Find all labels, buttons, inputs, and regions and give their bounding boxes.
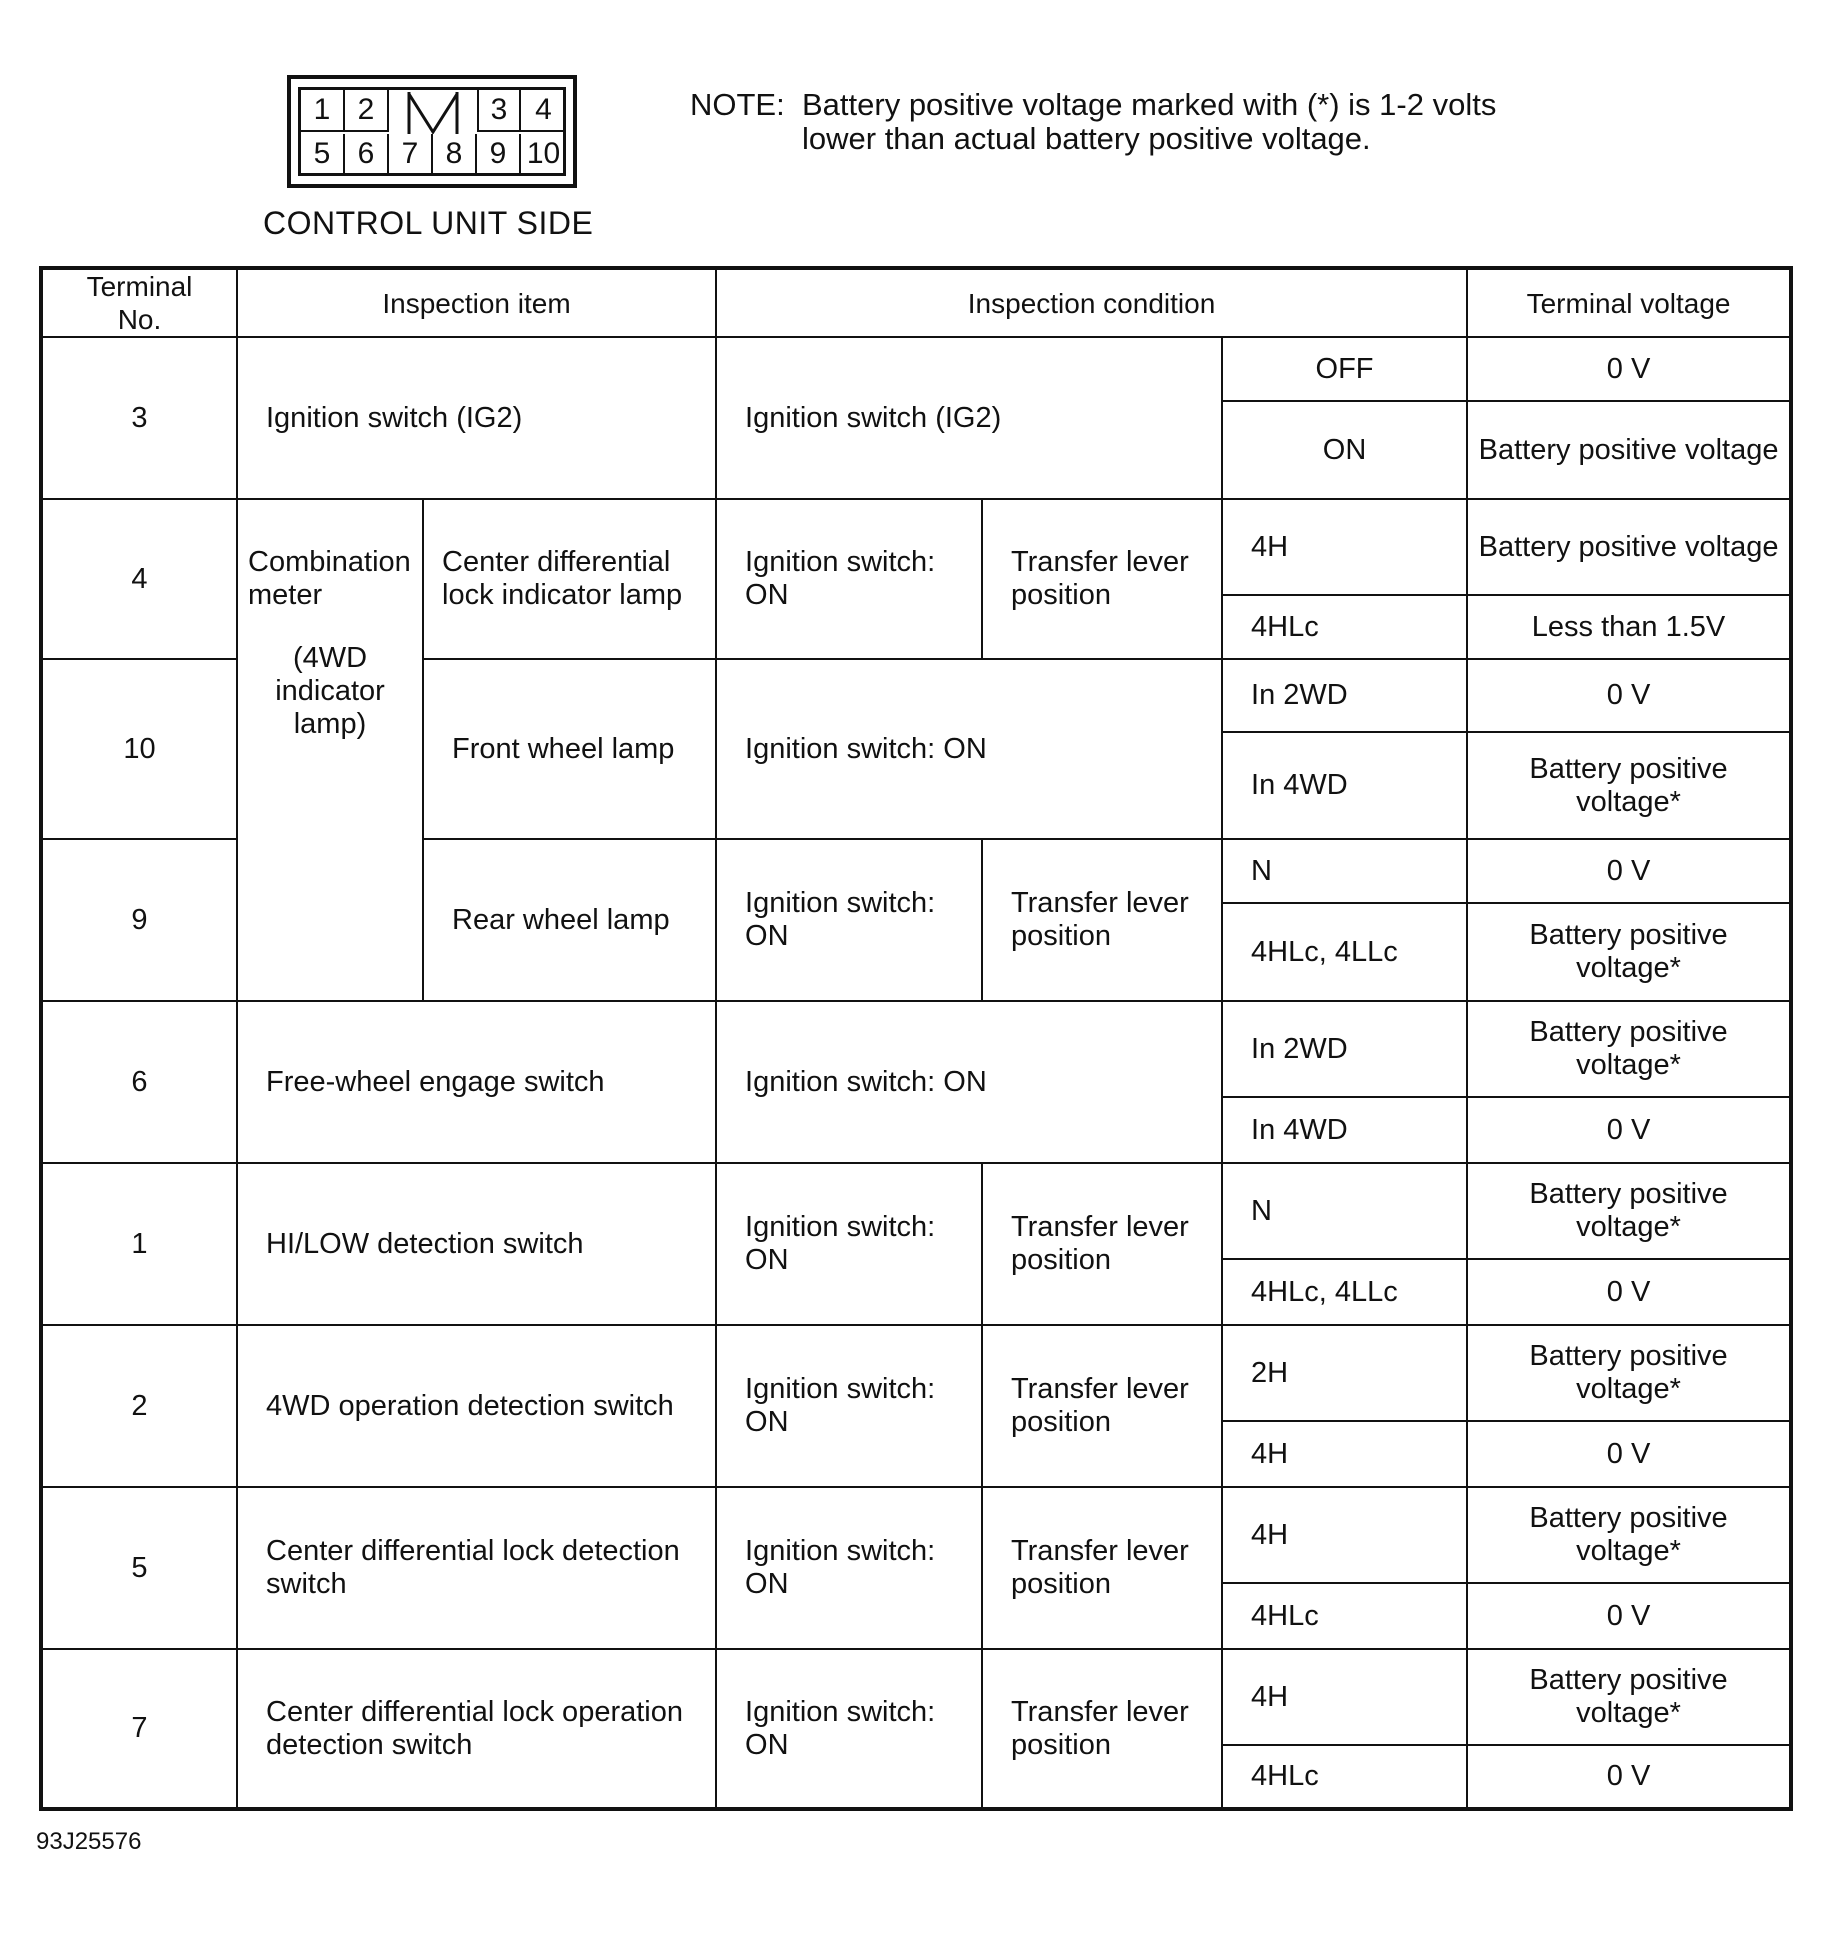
inspection-condition: Ignition switch: ON	[716, 659, 1222, 839]
inspection-condition: Transfer lever position	[982, 1487, 1222, 1649]
inspection-condition: Transfer lever position	[982, 1649, 1222, 1809]
terminal-voltage: 0 V	[1467, 659, 1791, 732]
connector-diagram	[287, 75, 577, 188]
connector-pin: 7	[389, 134, 433, 176]
terminal-voltage: Battery positive voltage*	[1467, 1001, 1791, 1097]
condition-state: 4H	[1222, 1421, 1467, 1487]
terminal-voltage: Battery positive voltage*	[1467, 1487, 1791, 1583]
inspection-condition: Transfer lever position	[982, 1163, 1222, 1325]
connector-key-icon	[389, 90, 477, 134]
terminal-voltage: Battery positive voltage*	[1467, 1649, 1791, 1745]
terminal-no: 7	[41, 1649, 237, 1809]
terminal-voltage: 0 V	[1467, 1097, 1791, 1163]
inspection-item: Center differential lock operation detection switch	[237, 1649, 716, 1809]
inspection-item: 4WD operation detection switch	[237, 1325, 716, 1487]
condition-state: 4HLc	[1222, 1745, 1467, 1809]
inspection-condition: Ignition switch: ON	[716, 1325, 982, 1487]
condition-state: In 4WD	[1222, 1097, 1467, 1163]
table-row	[41, 1163, 1791, 1259]
terminal-no: 9	[41, 839, 237, 1001]
inspection-condition: Ignition switch: ON	[716, 1163, 982, 1325]
inspection-condition: Ignition switch: ON	[716, 499, 982, 659]
inspection-item: Ignition switch (IG2)	[237, 337, 716, 499]
figure-reference-code: 93J25576	[36, 1828, 142, 1855]
condition-state: 4HLc	[1222, 1583, 1467, 1649]
terminal-no: 4	[41, 499, 237, 659]
inspection-condition: Ignition switch: ON	[716, 1649, 982, 1809]
table-row	[41, 1487, 1791, 1583]
condition-state: 2H	[1222, 1325, 1467, 1421]
connector-pin: 10	[526, 137, 561, 170]
condition-state: 4HLc, 4LLc	[1222, 1259, 1467, 1325]
condition-state: 4HLc, 4LLc	[1222, 903, 1467, 1001]
inspection-condition: Transfer lever position	[982, 1325, 1222, 1487]
inspection-condition: Ignition switch: ON	[716, 1487, 982, 1649]
terminal-voltage: 0 V	[1467, 839, 1791, 903]
header-terminal-voltage: Terminal voltage	[1467, 268, 1791, 337]
condition-state: 4H	[1222, 499, 1467, 595]
inspection-condition: Ignition switch: ON	[716, 1001, 1222, 1163]
table-row	[41, 1325, 1791, 1421]
terminal-no: 5	[41, 1487, 237, 1649]
condition-state: OFF	[1222, 337, 1467, 401]
header-inspection-condition: Inspection condition	[716, 268, 1467, 337]
terminal-voltage: 0 V	[1467, 1583, 1791, 1649]
terminal-voltage: Battery positive voltage*	[1467, 1163, 1791, 1259]
table-row	[41, 499, 1791, 595]
terminal-no: 6	[41, 1001, 237, 1163]
table-header-row	[41, 268, 1791, 337]
terminal-voltage: Battery positive voltage	[1467, 401, 1791, 499]
table-row	[41, 1001, 1791, 1097]
condition-state: In 4WD	[1222, 732, 1467, 839]
combination-meter-cell	[237, 499, 423, 1001]
table-row	[41, 337, 1791, 401]
terminal-voltage: 0 V	[1467, 1745, 1791, 1809]
note-line-1: Battery positive voltage marked with (*) is 1-2 volts	[802, 87, 1497, 122]
terminal-voltage: 0 V	[1467, 1259, 1791, 1325]
connector-label: CONTROL UNIT SIDE	[263, 205, 594, 241]
header-inspection-item: Inspection item	[237, 268, 716, 337]
terminal-voltage: 0 V	[1467, 337, 1791, 401]
note-line-2: lower than actual battery positive voltage.	[802, 121, 1371, 156]
terminal-voltage: Less than 1.5V	[1467, 595, 1791, 659]
terminal-no: 10	[41, 659, 237, 839]
terminal-voltage: Battery positive voltage*	[1467, 732, 1791, 839]
connector-pin: 6	[345, 134, 389, 176]
terminal-no: 3	[41, 337, 237, 499]
condition-state: In 2WD	[1222, 659, 1467, 732]
terminal-voltage: Battery positive voltage*	[1467, 903, 1791, 1001]
indicator-lamp-label: (4WD indicator lamp)	[275, 642, 385, 740]
terminal-no: 2	[41, 1325, 237, 1487]
condition-state: 4HLc	[1222, 595, 1467, 659]
inspection-item: Center differential lock detection switch	[237, 1487, 716, 1649]
condition-state: N	[1222, 1163, 1467, 1259]
inspection-condition: Ignition switch (IG2)	[716, 337, 1222, 499]
inspection-condition: Transfer lever position	[982, 499, 1222, 659]
note-label: NOTE:	[690, 87, 785, 122]
terminal-voltage-table	[39, 266, 1793, 1811]
terminal-voltage: Battery positive voltage	[1467, 499, 1791, 595]
inspection-item: Front wheel lamp	[423, 659, 716, 839]
connector-pin: 8	[433, 134, 477, 176]
inspection-condition: Ignition switch: ON	[716, 839, 982, 1001]
condition-state: 4H	[1222, 1649, 1467, 1745]
inspection-item: Center differential lock indicator lamp	[423, 499, 716, 659]
connector-face	[298, 87, 566, 176]
connector-pin: 1	[301, 90, 345, 132]
connector-pin: 3	[477, 90, 521, 132]
connector-pin: 2	[345, 90, 389, 132]
connector-pin: 9	[477, 134, 521, 176]
header-terminal: Terminal No.	[41, 268, 237, 337]
combination-meter-label: Combination meter	[248, 546, 411, 611]
terminal-voltage: 0 V	[1467, 1421, 1791, 1487]
inspection-item: HI/LOW detection switch	[237, 1163, 716, 1325]
condition-state: N	[1222, 839, 1467, 903]
connector-pin: 4	[521, 90, 566, 132]
condition-state: ON	[1222, 401, 1467, 499]
table-row	[41, 1649, 1791, 1745]
inspection-item: Rear wheel lamp	[423, 839, 716, 1001]
inspection-condition: Transfer lever position	[982, 839, 1222, 1001]
connector-pin: 5	[301, 134, 345, 176]
condition-state: 4H	[1222, 1487, 1467, 1583]
inspection-item: Free-wheel engage switch	[237, 1001, 716, 1163]
terminal-voltage: Battery positive voltage*	[1467, 1325, 1791, 1421]
condition-state: In 2WD	[1222, 1001, 1467, 1097]
terminal-no: 1	[41, 1163, 237, 1325]
